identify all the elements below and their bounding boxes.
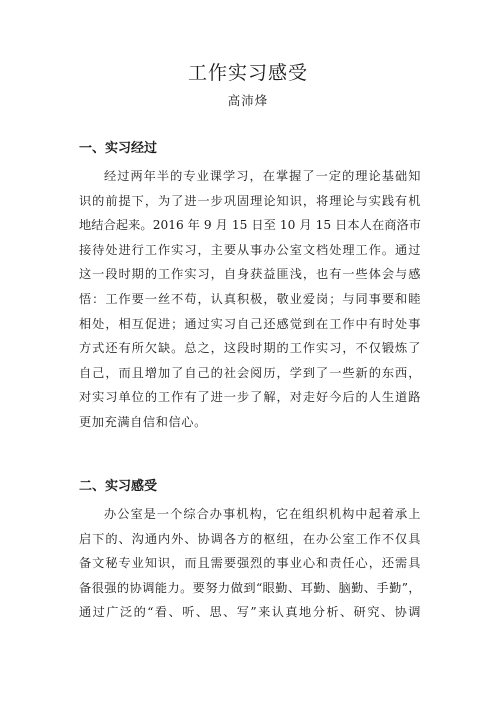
paragraph-line: 备文秘专业知识，而且需要强烈的事业心和责任心，还需具: [79, 556, 421, 571]
paragraph-line: 启下的、沟通内外、协调各方的枢纽，在办公室工作不仅具: [79, 531, 421, 546]
section-heading: 一、实习经过: [79, 141, 158, 156]
paragraph-line: 办公室是一个综合办事机构，它在组织机构中起着承上: [104, 507, 421, 521]
paragraph-line: 识的前提下，为了进一步巩固理论知识，将理论与实践有机: [79, 193, 421, 208]
section-internship-feelings: [79, 478, 421, 625]
section-internship-process: [79, 140, 421, 435]
paragraph-line: 悟：工作要一丝不苟，认真积极，敬业爱岗；与同事要和睦: [79, 291, 421, 306]
paragraph-line: 更加充满自信和信心。: [79, 414, 207, 429]
paragraph-line: 自己，而且增加了自己的社会阅历，学到了一些新的东西，: [79, 365, 421, 380]
section-heading: 二、实习感受: [79, 479, 158, 494]
section-paragraph: [79, 164, 421, 435]
document-author: 高沛烽: [227, 93, 269, 108]
paragraph-line: 方式还有所欠缺。总之，这段时期的工作实习，不仅锻炼了: [79, 341, 421, 356]
paragraph-line: 这一段时期的工作实习，自身获益匪浅，也有一些体会与感: [79, 267, 421, 282]
section-paragraph: [79, 502, 421, 625]
paragraph-line: 经过两年半的专业课学习，在掌握了一定的理论基础知: [104, 169, 421, 183]
paragraph-line: 地结合起来。2016 年 9 月 15 日至 10 月 15 日本人在商洛市: [79, 218, 421, 233]
paragraph-line: 通过广泛的“看、听、思、写”来认真地分析、研究、协调: [79, 605, 421, 620]
paragraph-line: 备很强的协调能力。要努力做到“眼勤、耳勤、脑勤、手勤”，: [79, 580, 421, 595]
paragraph-line: 接待处进行工作实习，主要从事办公室文档处理工作。通过: [79, 242, 421, 257]
paragraph-line: 对实习单位的工作有了进一步了解，对走好今后的人生道路: [79, 390, 421, 405]
paragraph-line: 相处，相互促进；通过实习自己还感觉到在工作中有时处事: [79, 316, 421, 331]
document-title: 工作实习感受: [187, 62, 308, 84]
